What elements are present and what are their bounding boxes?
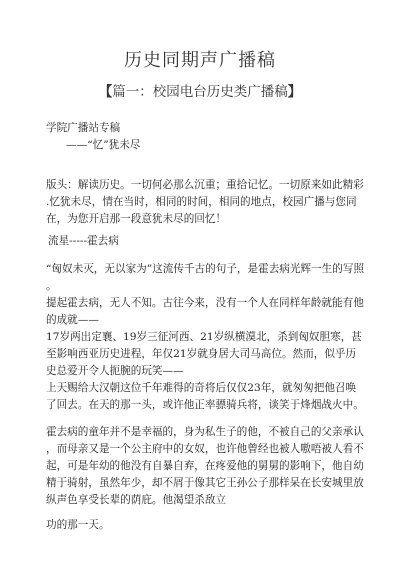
paragraph-station — [46, 120, 366, 137]
paragraph-heading — [48, 233, 368, 250]
text-line: 纵声色享受长辈的荫庇。他渴望杀敌立 — [46, 494, 227, 506]
subtitle-close-bracket: 】 — [287, 84, 302, 100]
paragraph-ending — [46, 517, 366, 534]
paragraph-tagline — [52, 137, 386, 154]
text-line: 流星-----霍去病 — [48, 235, 119, 247]
document-title: 历史同期声广播稿 — [124, 50, 276, 71]
text-line: 史总爱开令人扼腕的玩笑—— — [46, 365, 184, 377]
text-line: “匈奴未灭，无以家为”这流传千古的句子，是霍去病光辉一生的写照 — [46, 263, 365, 275]
text-line: 17岁两出定襄、19岁三征河西、21岁纵横漠北，杀到匈奴胆寒，甚 — [46, 331, 362, 343]
text-line: 精于骑射，虽然年少，却不屑于像其它王孙公子那样呆在长安城里放 — [46, 477, 364, 489]
text-line: 上天赐给大汉朝这位千年难得的奇将后仅仅23年，就匆匆把他召唤 — [46, 382, 357, 394]
text-line: ——“忆”犹未尽 — [66, 139, 141, 151]
paragraph-achievements — [46, 295, 366, 414]
text-line: 提起霍去病，无人不知。古往今来，没有一个人在同样年龄就能有他 — [46, 297, 364, 309]
subtitle-open-bracket: 【 — [98, 84, 113, 100]
text-line: 霍去病的童年并不是幸福的，身为私生子的他，不被自己的父亲承认 — [46, 426, 364, 438]
text-line: .忆犹未尽，情在当时，相同的时间，相同的地点，校园广播与您同 — [46, 196, 357, 208]
text-line: 功的那一天。 — [46, 519, 110, 531]
text-line: 至影响西亚历史进程，年仅21岁就身居大司马高位。然而，似乎历 — [46, 348, 357, 360]
text-line: 起，可是年幼的他没有自暴自弃，在疼爱他的舅舅的影响下，他自幼 — [46, 460, 364, 472]
paragraph-intro — [46, 177, 366, 228]
text-line: 版头：解读历史。一切何必那么沉重；重拾记忆。一切原来如此精彩 — [46, 179, 364, 191]
text-line: 的成就—— — [46, 314, 99, 326]
text-line: 学院广播站专稿 — [46, 122, 121, 134]
paragraph-childhood — [46, 424, 366, 509]
subtitle-text: 篇一：校园电台历史类广播稿 — [112, 84, 288, 100]
document-subtitle — [0, 80, 400, 100]
text-line: 在，为您开启那一段意犹未尽的回忆！ — [46, 213, 227, 225]
text-line: 了回去。在天的那一头，或许他正率骠骑兵将，谈笑于烽烟战火中。 — [46, 399, 364, 411]
text-line: ，而母亲又是一个公主府中的女奴，也许他曾经也被人嗷唔被人看不 — [46, 443, 364, 455]
paragraph-quote — [46, 261, 366, 295]
text-line: 。 — [46, 280, 57, 292]
